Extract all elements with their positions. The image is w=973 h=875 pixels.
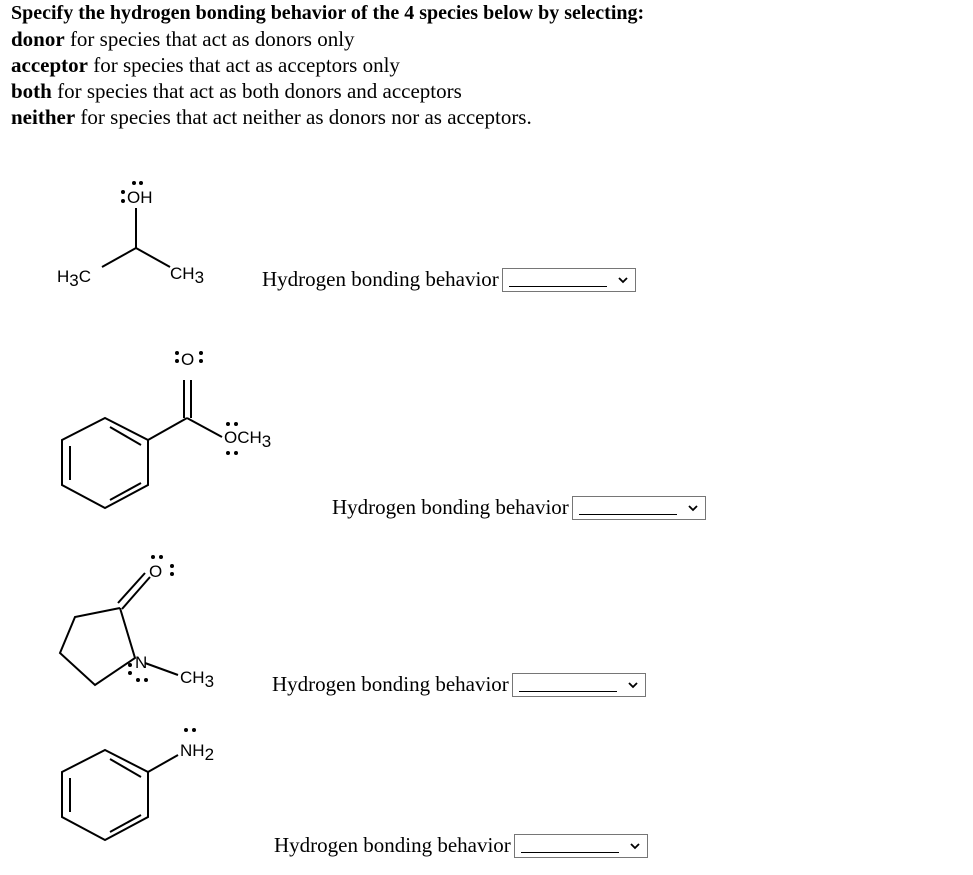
option-desc: for species that act neither as donors nor as acceptors. bbox=[75, 105, 532, 129]
question-label: Hydrogen bonding behavior bbox=[274, 833, 511, 857]
option-term: donor bbox=[11, 27, 65, 51]
behavior-select-4[interactable] bbox=[514, 834, 648, 858]
question-3 bbox=[272, 672, 646, 697]
atom-och3: OCH3 bbox=[224, 428, 272, 451]
atom-h3c: H3C bbox=[57, 267, 92, 290]
atom-nh2: NH2 bbox=[180, 741, 215, 764]
behavior-select-3[interactable] bbox=[512, 673, 646, 697]
atom-ch3: CH3 bbox=[170, 264, 205, 287]
instructions-heading: Specify the hydrogen bonding behavior of the 4 species below by selecting: bbox=[11, 2, 645, 24]
chevron-down-icon bbox=[617, 274, 629, 286]
option-term: neither bbox=[11, 105, 76, 129]
question-label: Hydrogen bonding behavior bbox=[332, 495, 569, 519]
molecule-methyl-benzoate bbox=[50, 340, 310, 520]
question-1 bbox=[262, 267, 636, 292]
select-value bbox=[519, 691, 617, 692]
atom-o-carbonyl: O bbox=[181, 350, 195, 369]
behavior-select-2[interactable] bbox=[572, 496, 706, 520]
question-label: Hydrogen bonding behavior bbox=[262, 267, 499, 291]
option-desc: for species that act as donors only bbox=[64, 27, 355, 51]
atom-n: N bbox=[135, 653, 148, 672]
option-term: acceptor bbox=[11, 53, 88, 77]
question-4 bbox=[274, 833, 648, 858]
chevron-down-icon bbox=[629, 840, 641, 852]
option-donor bbox=[11, 26, 961, 52]
option-desc: for species that act as both donors and acceptors bbox=[51, 79, 462, 103]
atom-oh: OH bbox=[127, 188, 153, 207]
option-term: both bbox=[11, 79, 52, 103]
molecule-isopropanol bbox=[40, 170, 240, 290]
chevron-down-icon bbox=[687, 502, 699, 514]
select-value bbox=[579, 514, 677, 515]
select-value bbox=[521, 852, 619, 853]
atom-o-carbonyl: O bbox=[149, 562, 163, 581]
instructions bbox=[11, 0, 961, 130]
molecule-aniline bbox=[50, 720, 250, 850]
option-both bbox=[11, 78, 961, 104]
option-neither bbox=[11, 104, 961, 130]
question-label: Hydrogen bonding behavior bbox=[272, 672, 509, 696]
atom-ch3: CH3 bbox=[180, 668, 215, 691]
chevron-down-icon bbox=[627, 679, 639, 691]
molecule-n-methylpyrrolidinone bbox=[50, 545, 250, 695]
select-value bbox=[509, 286, 607, 287]
option-desc: for species that act as acceptors only bbox=[87, 53, 400, 77]
behavior-select-1[interactable] bbox=[502, 268, 636, 292]
question-2 bbox=[332, 495, 706, 520]
option-acceptor bbox=[11, 52, 961, 78]
